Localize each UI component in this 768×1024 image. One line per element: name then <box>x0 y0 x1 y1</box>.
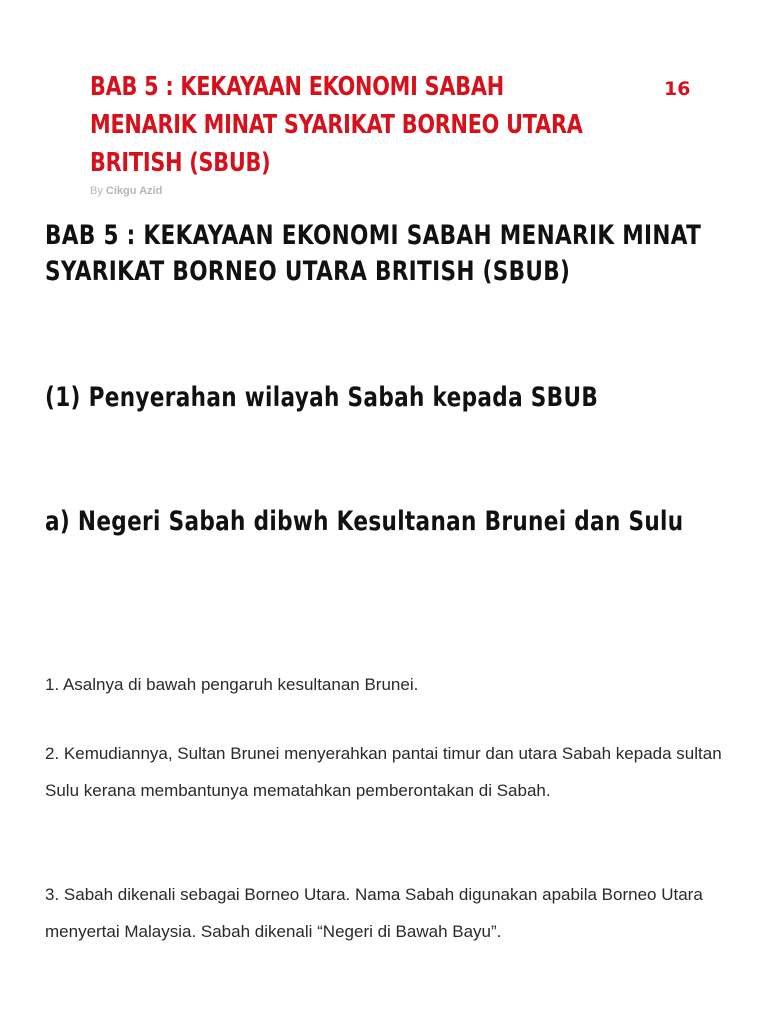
byline-prefix: By <box>90 185 103 197</box>
post-title[interactable]: BAB 5 : KEKAYAAN EKONOMI SABAH MENARIK MINAT SYARIKAT BORNEO UTARA BRITISH (SBUB) <box>90 72 583 178</box>
paragraph: 2. Kemudiannya, Sultan Brunei menyerahkan pantai timur dan utara Sabah kepada sultan Sulu kerana membantunya mematahkan pemberontakan di Sabah. <box>45 744 722 800</box>
paragraph: 3. Sabah dikenali sebagai Borneo Utara. Nama Sabah digunakan apabila Borneo Utara menyertai Malaysia. Sabah dikenali “Negeri di Bawah Bayu”. <box>45 885 703 941</box>
author-link[interactable]: Cikgu Azid <box>105 185 163 197</box>
article-body <box>45 218 735 941</box>
comment-count[interactable]: 16 <box>664 78 691 100</box>
byline <box>90 185 162 197</box>
subsection-heading: a) Negeri Sabah dibwh Kesultanan Brunei dan Sulu <box>45 506 684 537</box>
section-heading: (1) Penyerahan wilayah Sabah kepada SBUB <box>45 382 599 413</box>
main-heading: BAB 5 : KEKAYAAN EKONOMI SABAH MENARIK MINAT SYARIKAT BORNEO UTARA BRITISH (SBUB) <box>45 220 702 287</box>
paragraph: 1. Asalnya di bawah pengaruh kesultanan Brunei. <box>45 675 419 694</box>
post-header <box>90 68 610 182</box>
